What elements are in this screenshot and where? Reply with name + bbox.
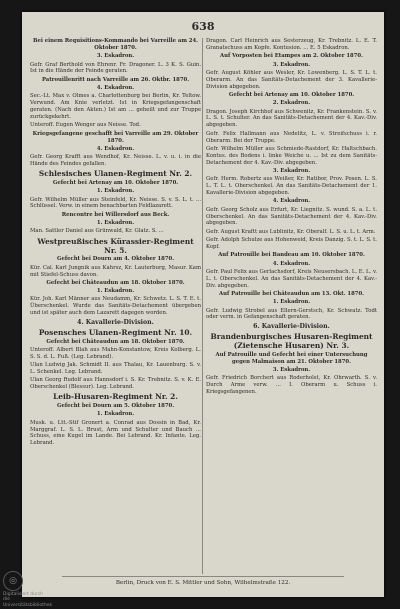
section-heading: Gefecht bei Artenay am 10. Oktober 1870. — [228, 91, 355, 98]
section-heading: Rencontre bei Willersdorf aus Beck. — [61, 211, 170, 218]
watermark-text: Digitalisiert durch die Universitätsbibliothek — [3, 592, 53, 608]
entry-text: Man. Sattler Daniel aus Grünwald, Kr. Glatz. S. ... — [30, 228, 164, 235]
entry-text: Dragon. Carl Heinrich aus Sesterzeug, Kr. Trebnitz. L. E. T. Granatschuss am Kopfe. Kontusion. ... E. 5 Eskadron. — [206, 38, 377, 51]
section-heading: 1. Eskadron. — [96, 411, 135, 418]
section-heading: Auf Vorposten bei Etampes am 2. Oktober 1870. — [220, 53, 363, 60]
section-heading: 1. Eskadron. — [96, 220, 135, 226]
section-heading: 4. Eskadron. — [272, 198, 311, 205]
entry-text: Dragon. Joseph Kirchhof aus Schwenitz, Kr. Frankenstein. S. v. L. S. t. Schulter. An das Sanitäts-Detachement der 4. Kav.-Div. abgegeben. — [206, 108, 377, 129]
section-heading: Auf Patrouille bei Châteaudun am 13. Okt. 1870. — [219, 290, 364, 297]
section-heading: 3. Eskadron. — [96, 53, 135, 60]
regiment-heading: Westpreußisches Kürassier-Regiment Nr. 5. — [37, 236, 194, 255]
right-column — [206, 38, 377, 398]
entry-text: Gefr. Herm. Robertz aus Weißer, Kr. Ratibor, Prov. Posen. L. S. L. T. L. t. Oberschenkel. An das Sanitäts-Detachement der 1. Kavallerie-Division abgegeben. — [206, 176, 377, 197]
section-heading: Gefecht bei Châteaudun am 18. Oktober 1870. — [46, 338, 185, 345]
section-heading: Gefecht bei Artenay am 10. Oktober 1870. — [52, 179, 179, 186]
page-number: 638 — [191, 20, 215, 33]
entry-text: Kür. Joh. Karl Männer aus Neudamm, Kr. Schwetz. L. S. T. E. t. Überschenkel. Wurde das Sanitäts-Detachement übergeben und ist später auch dem Lazarett dagegen worden. — [30, 296, 201, 317]
document-page — [22, 12, 384, 597]
section-heading: 1. Eskadron. — [272, 299, 311, 306]
entry-text: Unteroff. Eugen Wenger aus Neisse. Tod. — [30, 122, 141, 129]
entry-text: Gefr. Wilhelm Müller aus Schmiede-Rastdorf, Kr. Haltschbach. Kontus. des Bodens i. linke Weiche u. ... Ist zu dem Sanitäts-Detachement der 4. Kav.-Div. abgegeben. — [206, 145, 377, 166]
regiment-heading: Schlesisches Ulanen-Regiment Nr. 2. — [38, 169, 193, 179]
regiment-heading: Leib-Husaren-Regiment Nr. 2. — [53, 392, 178, 402]
entry-text: Ulan Georg Rudolf aus Hannsdorf i. S. Kr. Trebnitz. S. v. K. E. Oberschenkel (Blessur). Leg. Lebrand. — [30, 377, 201, 391]
entry-text: Gefr. Wilhelm Müller aus Steinfeld, Kr. Neisse. S. v. S. L. t. ... Schlüssel. Verw. in einem benachbarten Feldlazarett. — [30, 196, 201, 210]
entry-text: Sec.-Lt. Max v. Olmes a. Charlottenburg bei Berlin, Kr. Teltow. Verwund. Am Knie verletzt. Ist in Kriegsgefangenschaft geraten. (Nach den Akten.) Ist am ... geheilt und zur Truppe zurückgekehrt. — [30, 93, 201, 121]
entry-text: Gefr. Georg Scholz aus Erfurt, Kr. Liegnitz. S. wund. S. a. L. t. Oberschenkel. An das Sanitäts-Detachement der 4. Kav.-Div. abgegeben. — [206, 206, 377, 227]
left-column — [30, 38, 201, 449]
entry-text: Gefr. Friedrich Borchert aus Roderholst, Kr. Ohrwarth. S. v. Durch Arme verw. ... I. Oberarm u. Schuss i. Kriegsgefangenen. — [206, 375, 377, 396]
section-heading: 2. Eskadron. — [272, 100, 311, 107]
regiment-heading: Posensches Ulanen-Regiment Nr. 10. — [38, 327, 193, 337]
section-heading: 4. Eskadron. — [96, 85, 135, 91]
entry-text: Gefr. August Köhler aus Wesler, Kr. Lowenberg. L. S. T. L. t. Oberarm. An das Sanitäts-Detachement der 3. Kavallerie-Division abgegeben. — [206, 69, 377, 90]
entry-text: Gefr. Paul Felix aus Gerlachsdorf, Kreis Neusersbach. L. E. L. v. L. t. Oberschenkel. An das Sanitäts-Detachement der 4. Kav.-Div. abgegeben. — [206, 268, 377, 289]
library-logo-icon: ◎ — [3, 571, 23, 591]
section-heading: Patrouillenritt nach Varreille am 26. Oktbr. 1870. — [41, 76, 190, 83]
entry-text: Gefr. Ludwig Strobel aus Ellern-Gerstsch, Kr. Schwatz. Todt oder verm. in Gefangenschaft geraten. — [206, 307, 377, 321]
section-heading: 1. Eskadron. — [96, 288, 135, 295]
column-divider — [202, 38, 203, 574]
entry-text: Gefr. Graf Berthold von Ehrenr. Fr. Dragoner. L. 3 K. S. Guin. Ist in die Hände der Feinde geraten. — [30, 61, 201, 75]
section-heading: 3. Eskadron. — [272, 167, 311, 174]
footer-rule — [62, 576, 344, 577]
library-watermark — [3, 571, 53, 608]
section-heading: 3. Eskadron. — [272, 61, 311, 68]
section-heading: Kriegsgefangene geschafft bei Varreille am 29. Oktober 1870. — [32, 130, 199, 144]
entry-text: Gefr. Adolph Schulze aus Hohenweid, Kreis Danzig. S. t. L. S. t. Kopf. — [206, 237, 377, 250]
printer-footer: Berlin, Druck von E. S. Mittler und Sohn, Wilhelmstraße 122. — [115, 580, 291, 586]
section-heading: Bei einem Requisitions-Kommando bei Varreille am 24. Oktober 1870. — [33, 38, 198, 51]
section-heading: Auf Patrouille bei Bandeau am 10. Oktober 1870. — [218, 252, 365, 259]
section-heading: Gefecht bei Châteaudun am 18. Oktober 1870. — [46, 279, 185, 286]
division-heading: 6. Kavallerie-Division. — [253, 322, 330, 330]
entry-text: Gefr. Felix Hallmann aus Nedelitz, L. v. Streifschuss i. r. Oberarm. Bei der Truppe. — [206, 130, 377, 144]
entry-text: Ulan Ludwig Jak. Schmidt II. aus Thalau, Kr. Lauenburg. S. v. L. Schenkel. Leg. Lebrand. — [30, 362, 201, 375]
entry-text: Kür. Cal. Karl Jungnik aus Kahrsz, Kr. Lauterburg, Masur. Kam mit Stiefel-Schuss davon. — [30, 264, 201, 278]
regiment-heading: Brandenburgisches Husaren-Regiment (Zietensche Husaren) Nr. 3. — [210, 332, 373, 351]
entry-text: Gefr. Georg Krafft aus Wendhof, Kr. Neisse. L. v. u. i. in die Hände des Feindes gefallen. — [30, 154, 201, 168]
entry-text: Gefr. August Kraftt aus Lublinitz, Kr. Oberalf. L. S. u. L. t. Arm. — [206, 228, 376, 235]
section-heading: Gefecht bei Dourn am 5. Oktober 1870. — [56, 403, 175, 410]
section-heading: Auf Patrouille und Gefecht bei einer Untersuchung gegen Malmaison am 21. Oktober 1870. — [215, 351, 368, 365]
section-heading: 4. Eskadron. — [272, 260, 311, 267]
section-heading: 1. Eskadron. — [96, 188, 135, 195]
entry-text: Musk. u. Ltt.-Stif Gronert a. Conrad aus Dossin in Bad, Kr. Marggraf. L. S. L. Brust, Arm und Schulter und Bauch ... Schuss, eine Kugel im Lande. Bei Lebrand. Kr. Infante. Leg. Lebrand. — [30, 419, 201, 447]
entry-text: Unteroff. Albert Blah aus Mahn-Konstantow, Kreis Kolberg. L. S. S. d. L. Fuß. (Leg. Lebrand). — [30, 346, 201, 360]
section-heading: Gefecht bei Dourn am 4. Oktober 1870. — [56, 256, 175, 263]
section-heading: 4. Eskadron. — [96, 145, 135, 152]
section-heading: 3. Eskadron. — [272, 367, 311, 374]
division-heading: 4. Kavallerie-Division. — [77, 318, 154, 326]
